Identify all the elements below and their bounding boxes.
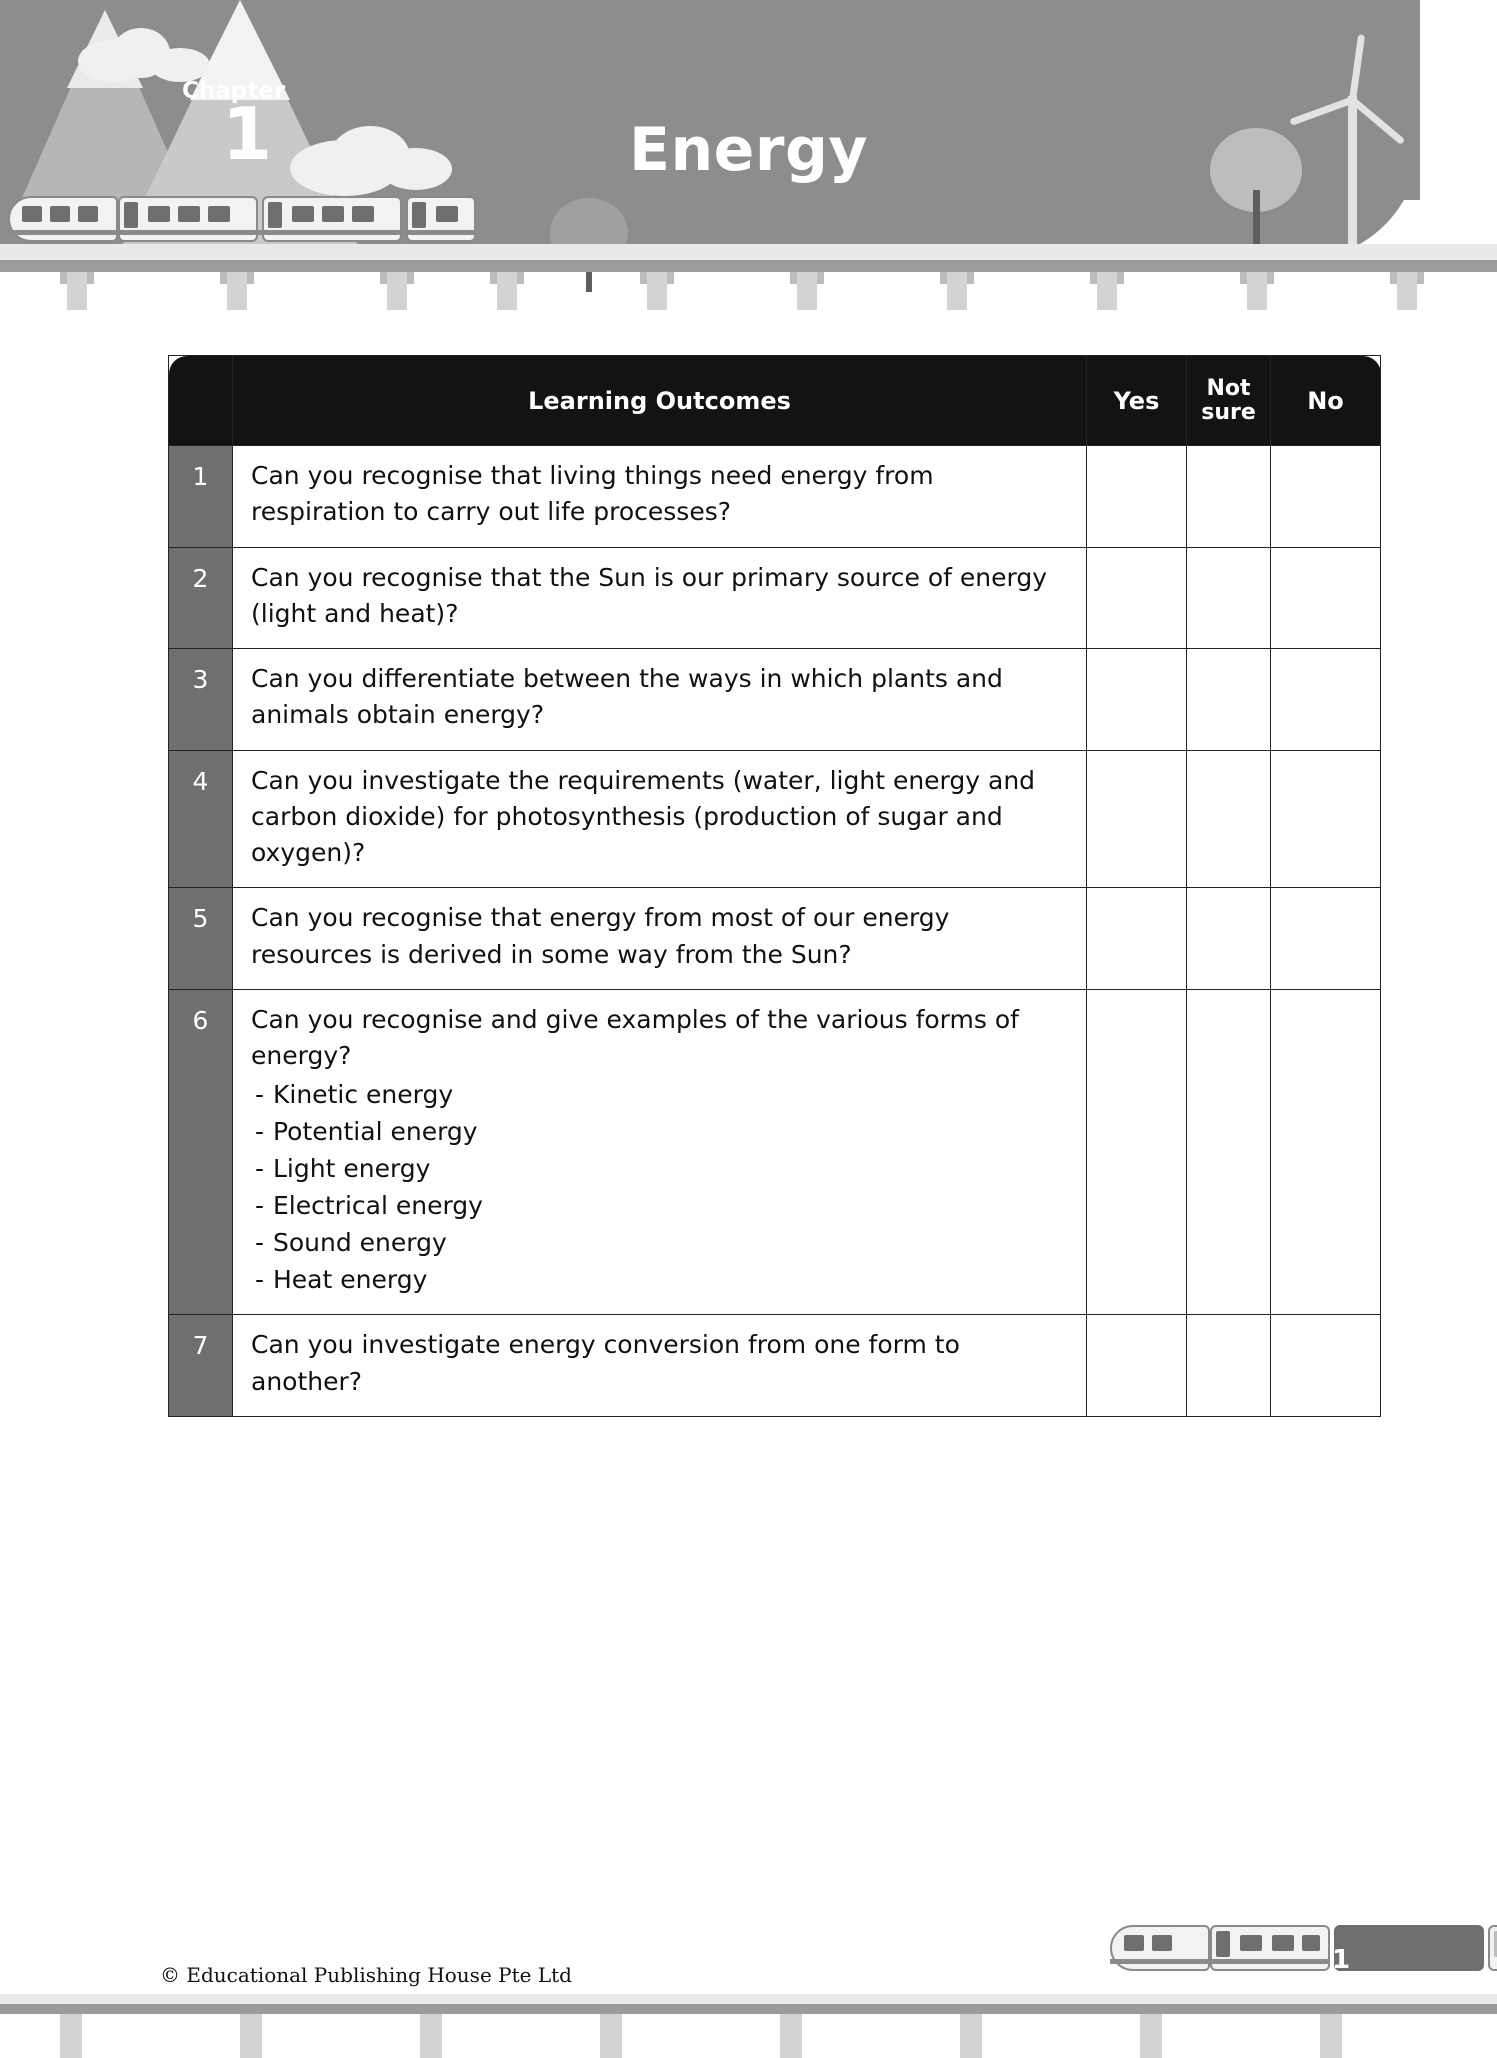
list-item: - Sound energy <box>251 1224 1070 1261</box>
table-row <box>169 1315 1381 1417</box>
row-number: 2 <box>169 547 233 649</box>
checkbox-cell-no[interactable] <box>1271 649 1381 751</box>
checkbox-cell-no[interactable] <box>1271 989 1381 1315</box>
footer-viaduct-pier <box>60 2014 82 2058</box>
viaduct-pier <box>1247 272 1267 310</box>
train-door <box>268 202 282 228</box>
checkbox-cell-no[interactable] <box>1271 446 1381 548</box>
viaduct-pier <box>947 272 967 310</box>
footer-viaduct-pier <box>240 2014 262 2058</box>
outcome-text: Can you investigate energy conversion from one form to another? <box>251 1330 960 1396</box>
train-window <box>352 206 374 222</box>
outcome-text: Can you recognise and give examples of the various forms of energy? <box>251 1004 1019 1070</box>
column-header-learning-outcomes: Learning Outcomes <box>233 356 1087 446</box>
checkbox-cell-not-sure[interactable] <box>1187 750 1271 888</box>
train-window <box>22 206 42 222</box>
outcome-cell <box>233 750 1087 888</box>
checkbox-cell-no[interactable] <box>1271 547 1381 649</box>
outcome-text: Can you recognise that the Sun is our primary source of energy (light and heat)? <box>251 562 1047 628</box>
table-row <box>169 446 1381 548</box>
outcomes-table <box>168 355 1381 1417</box>
outcome-text: Can you investigate the requirements (water, light energy and carbon dioxide) for photosynthesis (production of sugar and oxygen)? <box>251 765 1036 867</box>
checkbox-cell-no[interactable] <box>1271 1315 1381 1417</box>
table-row <box>169 989 1381 1315</box>
viaduct-deck <box>0 244 1497 260</box>
train-door <box>124 202 138 228</box>
outcome-sub-list <box>251 1076 1070 1298</box>
viaduct-pier <box>67 272 87 310</box>
not-sure-line-1: Not <box>1206 376 1251 402</box>
checkbox-cell-not-sure[interactable] <box>1187 649 1271 751</box>
train-stripe <box>1110 1959 1330 1964</box>
viaduct-pier <box>387 272 407 310</box>
checkbox-cell-yes[interactable] <box>1087 446 1187 548</box>
row-number: 4 <box>169 750 233 888</box>
viaduct-pier <box>1397 272 1417 310</box>
train-window <box>148 206 170 222</box>
train-door <box>412 202 426 228</box>
footer-viaduct-pier <box>780 2014 802 2058</box>
checkbox-cell-yes[interactable] <box>1087 1315 1187 1417</box>
list-item: - Heat energy <box>251 1261 1070 1298</box>
train-window <box>1240 1935 1262 1951</box>
footer-viaduct-pier <box>1140 2014 1162 2058</box>
row-number: 7 <box>169 1315 233 1417</box>
checkbox-cell-not-sure[interactable] <box>1187 446 1271 548</box>
copyright-notice: © Educational Publishing House Pte Ltd <box>160 1963 572 1987</box>
train-window <box>78 206 98 222</box>
viaduct-pier <box>1097 272 1117 310</box>
outcome-cell <box>233 1315 1087 1417</box>
checkbox-cell-not-sure[interactable] <box>1187 1315 1271 1417</box>
row-number: 5 <box>169 888 233 990</box>
column-header-number <box>169 356 233 446</box>
footer-viaduct-pier <box>420 2014 442 2058</box>
outcome-cell <box>233 547 1087 649</box>
checkbox-cell-no[interactable] <box>1271 750 1381 888</box>
outcome-cell <box>233 888 1087 990</box>
checkbox-cell-not-sure[interactable] <box>1187 547 1271 649</box>
train-window <box>1124 1935 1144 1951</box>
table-row <box>169 649 1381 751</box>
outcome-text: Can you recognise that energy from most of our energy resources is derived in some way from the Sun? <box>251 903 950 969</box>
table-row <box>169 888 1381 990</box>
outcome-text: Can you differentiate between the ways in which plants and animals obtain energy? <box>251 664 1003 730</box>
checkbox-cell-yes[interactable] <box>1087 989 1187 1315</box>
checkbox-cell-not-sure[interactable] <box>1187 888 1271 990</box>
checkbox-cell-yes[interactable] <box>1087 547 1187 649</box>
chapter-header-banner <box>0 0 1497 310</box>
viaduct-pier <box>797 272 817 310</box>
outcome-cell <box>233 989 1087 1315</box>
train-window <box>178 206 200 222</box>
row-number: 3 <box>169 649 233 751</box>
train-window <box>1152 1935 1172 1951</box>
train-window <box>322 206 344 222</box>
list-item: - Electrical energy <box>251 1187 1070 1224</box>
train-window <box>50 206 70 222</box>
checkbox-cell-yes[interactable] <box>1087 750 1187 888</box>
page-number: 1 <box>1332 1945 1351 1975</box>
train-window <box>1302 1935 1320 1951</box>
table-body <box>169 446 1381 1417</box>
train-car <box>1334 1925 1484 1971</box>
train-window <box>436 206 458 222</box>
row-number: 1 <box>169 446 233 548</box>
not-sure-line-2: sure <box>1201 399 1256 425</box>
viaduct-pier <box>647 272 667 310</box>
train-door <box>1216 1931 1230 1957</box>
column-header-no: No <box>1271 356 1381 446</box>
list-item: - Potential energy <box>251 1113 1070 1150</box>
outcome-cell <box>233 649 1087 751</box>
table-header-row <box>169 356 1381 446</box>
footer-viaduct-pier <box>1320 2014 1342 2058</box>
list-item: - Kinetic energy <box>251 1076 1070 1113</box>
chapter-number: 1 <box>222 92 273 176</box>
page-title: Energy <box>628 115 869 185</box>
footer-viaduct-pier <box>600 2014 622 2058</box>
checkbox-cell-not-sure[interactable] <box>1187 989 1271 1315</box>
checkbox-cell-no[interactable] <box>1271 888 1381 990</box>
column-header-yes: Yes <box>1087 356 1187 446</box>
train-window <box>208 206 230 222</box>
table-row <box>169 750 1381 888</box>
list-item: - Light energy <box>251 1150 1070 1187</box>
chapter-label: Chapter <box>182 78 286 104</box>
outcome-text: Can you recognise that living things need energy from respiration to carry out life processes? <box>251 461 934 527</box>
footer-viaduct-deck-shadow <box>0 2004 1497 2014</box>
outcome-cell <box>233 446 1087 548</box>
learning-outcomes-checklist <box>168 355 1380 1417</box>
train-stripe <box>8 230 476 235</box>
viaduct-deck-shadow <box>0 260 1497 272</box>
checkbox-cell-yes[interactable] <box>1087 649 1187 751</box>
row-number: 6 <box>169 989 233 1315</box>
cloud-icon <box>150 48 210 82</box>
footer-viaduct-pier <box>960 2014 982 2058</box>
table-header <box>169 356 1381 446</box>
train-window <box>1272 1935 1294 1951</box>
table-row <box>169 547 1381 649</box>
checkbox-cell-yes[interactable] <box>1087 888 1187 990</box>
viaduct-pier <box>227 272 247 310</box>
column-header-not-sure <box>1187 356 1271 446</box>
viaduct-pier <box>497 272 517 310</box>
train-window <box>292 206 314 222</box>
